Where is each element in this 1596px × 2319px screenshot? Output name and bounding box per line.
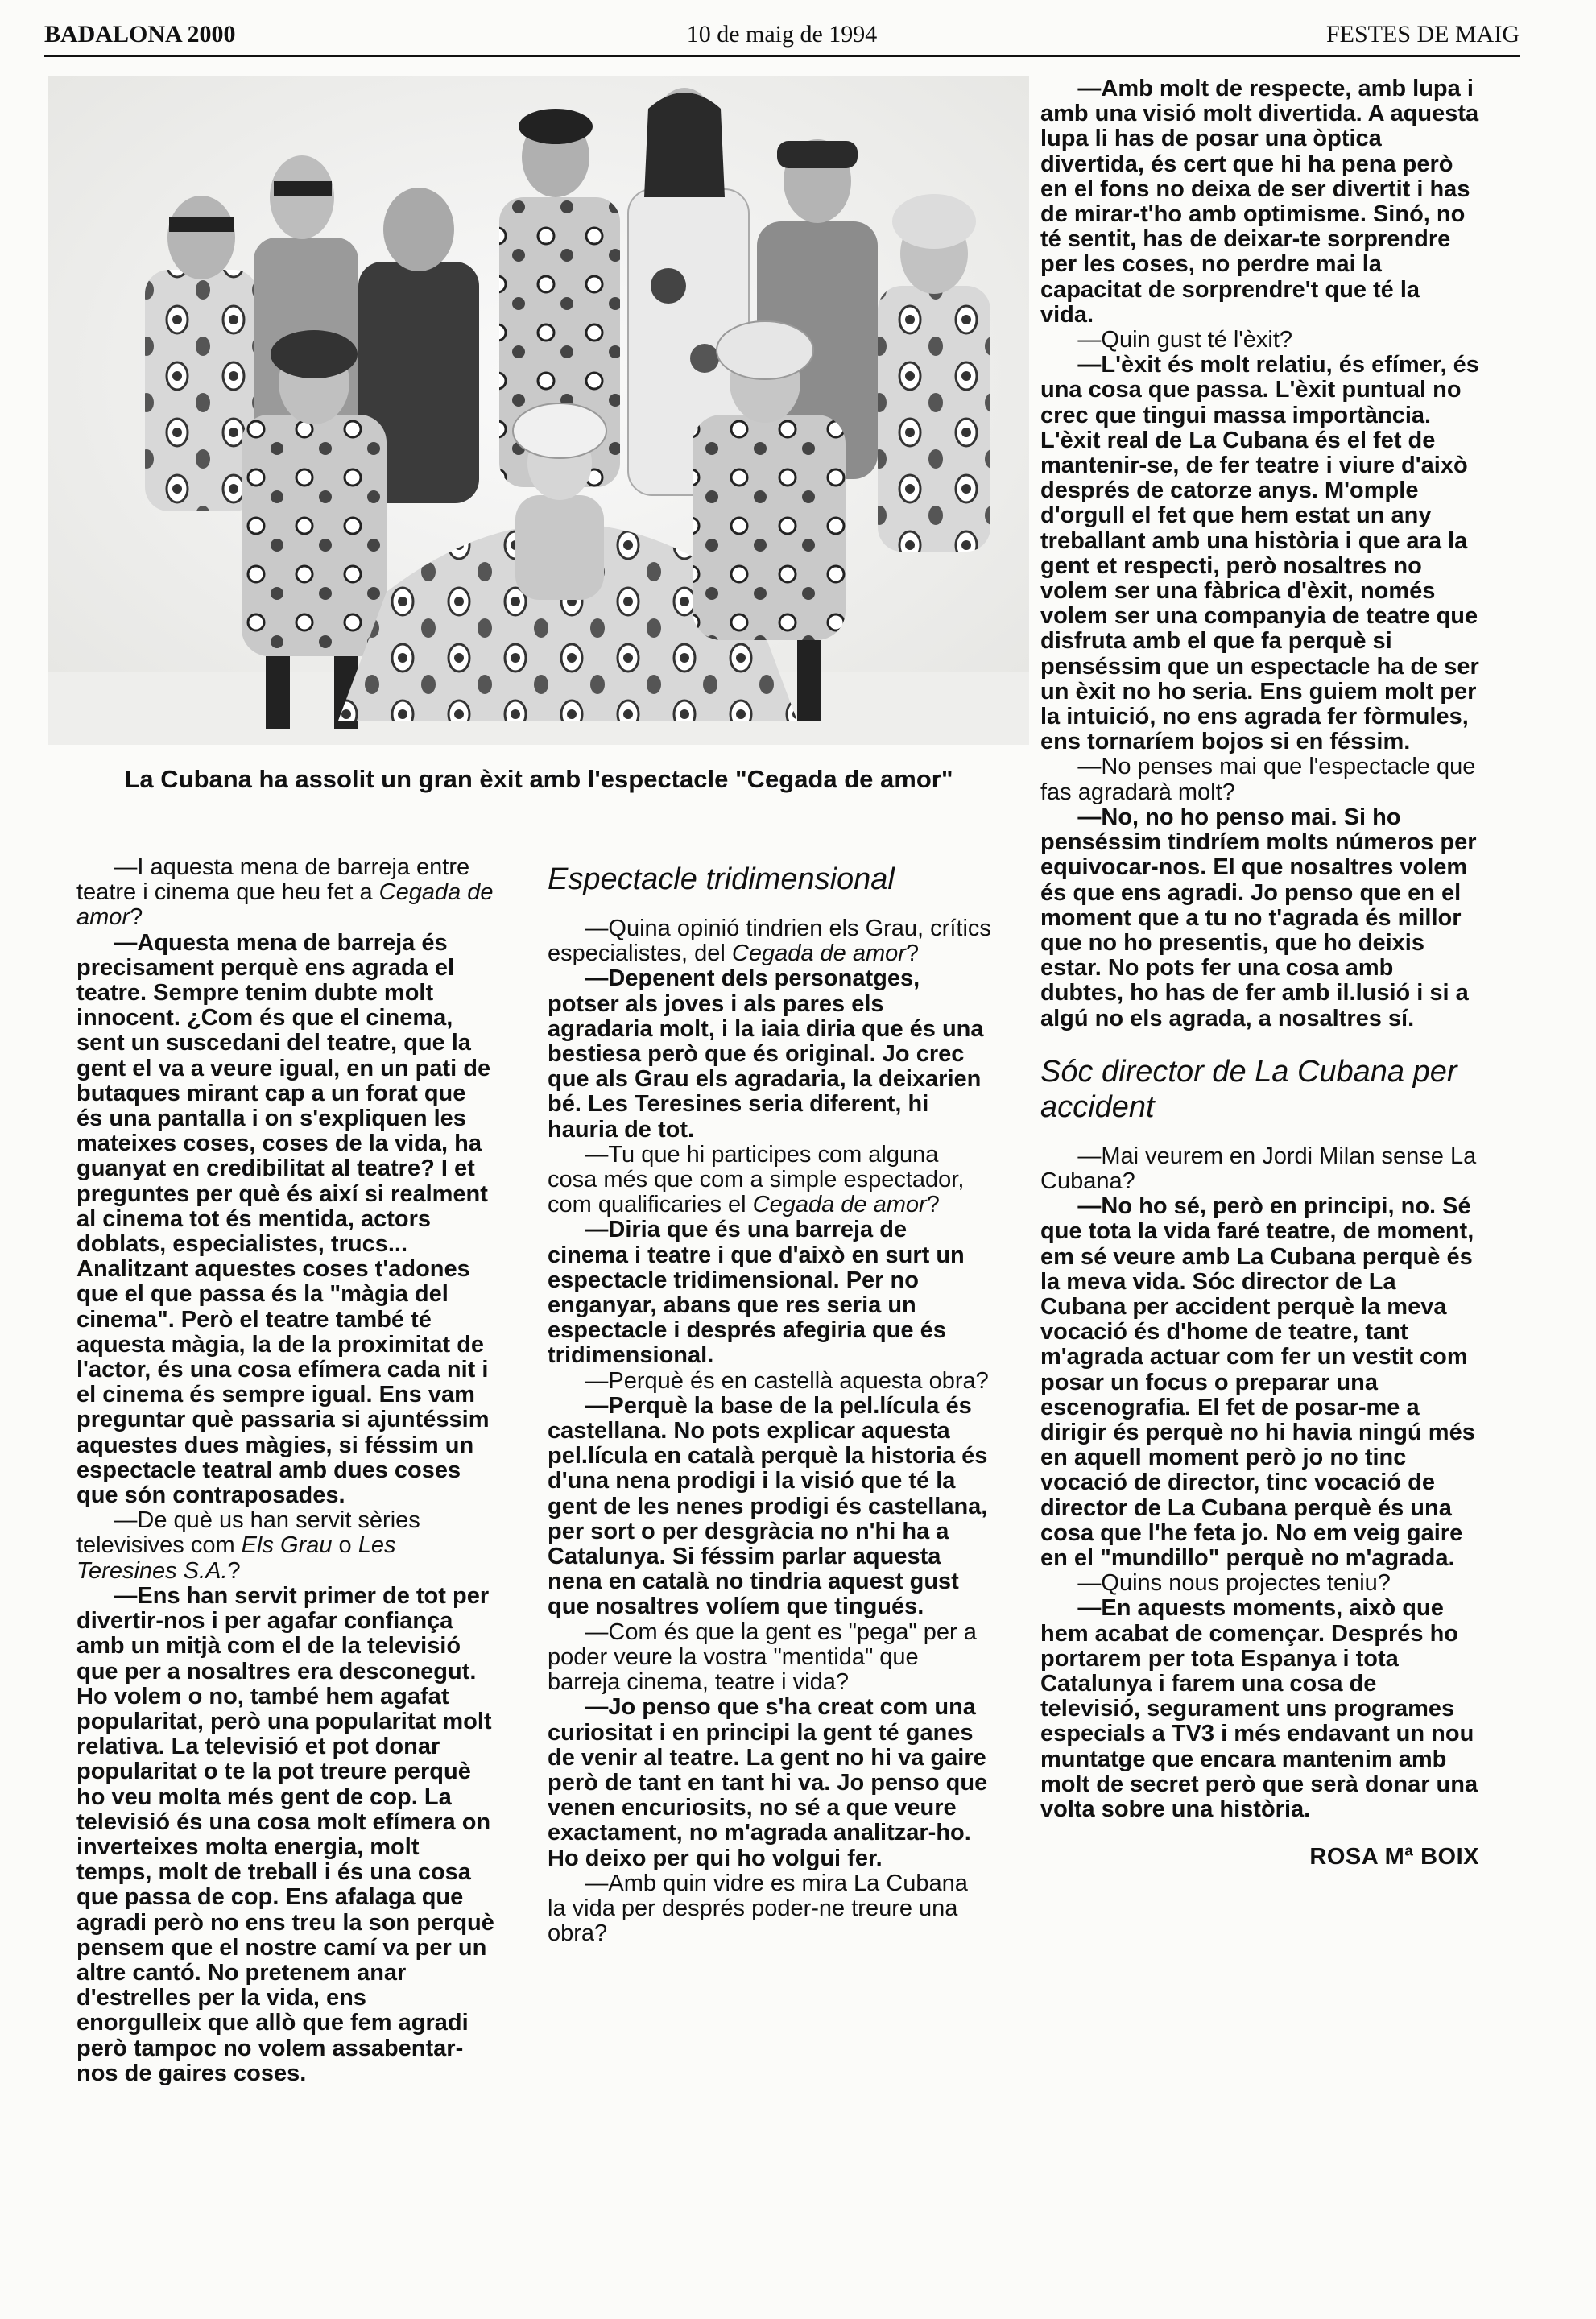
interview-answer xyxy=(76,1584,497,2086)
italic-title: Cegada de amor xyxy=(76,879,494,931)
text-run: —Diria que és una barreja de cinema i teatre i que d'això en surt un espectacle tridimensional. Per no enganyar, abans que res seria un espectacle i després afegiria que és tridimensional. xyxy=(548,1217,965,1369)
section-name: FESTES DE MAIG xyxy=(1325,21,1520,48)
italic-title: Els Grau xyxy=(241,1532,333,1559)
italic-title: Cegada de amor xyxy=(731,940,906,967)
text-run: —Mai veurem en Jordi Milan sense La Cubana? xyxy=(1040,1143,1477,1194)
text-run: —Ens han servit primer de tot per divertir-nos i per agafar confiança amb un mitjà com el de la televisió que per a nosaltres era desconegut. Ho volem o no, també hem agafat popularitat, però una popularitat molt relativa. La televisió et pot donar popularitat o te la pot treure perquè ho veu molta més gent de cop. La televisió és una cosa molt efímera on inverteixes molta energia, molt temps, molt de treball i és una cosa que passa de cop. Ens afalaga que agradi però no ens treu la son perquè pensem que el nostre camí va per un altre cantó. No pretenem anar d'estrelles per la vida, ens enorgulleix que allò que fem agradi però tampoc no volem assabentar-nos de gaires coses. xyxy=(76,1582,494,2086)
cast-photo-image xyxy=(48,76,1029,745)
interview-question xyxy=(548,1369,992,1394)
interview-question xyxy=(76,1508,497,1584)
text-run: —Depenent dels personatges, potser als joves i als pares els agradaria molt, i la iaia diria que és una bestiesa però que és original. Jo crec que als Grau els agradaria, la deixarien bé. Les Teresines seria diferent, hi hauria de tot. xyxy=(548,965,984,1143)
section-subhead: Espectacle tridimensional xyxy=(548,862,895,896)
publication-date: 10 de maig de 1994 xyxy=(686,21,878,48)
column-3-top-body xyxy=(1040,76,1479,1031)
interview-answer xyxy=(76,931,497,1509)
interview-question xyxy=(548,1143,992,1218)
text-run: o xyxy=(332,1532,358,1559)
text-run: —No ho sé, però en principi, no. Sé que tota la vida faré teatre, de moment, em sé veure amb La Cubana perquè és la meva vida. Sóc director de La Cubana per accident perquè la meva vocació és d'home de teatre, tant m'agrada actuar com fer un vestit com posar un focus o preparar una escenografia. El fet de posar-me a dirigir és perquè no hi havia ningú més en aquell moment però jo no tinc vocació de director, tinc vocació de director de La Cubana perquè és una cosa que l'he feta jo. No em veig gaire en el "mundillo" perquè no m'agrada. xyxy=(1040,1193,1475,1571)
interview-question xyxy=(548,1620,992,1696)
text-run: —L'èxit és molt relatiu, és efímer, és una cosa que passa. L'èxit puntual no crec que tingui massa importància. L'èxit real de La Cubana és el fet de mantenir-se, de fer teatre i viure d'això després de catorze anys. M'omple d'orgull el fet que hem estat un any treballant amb una història i que ara la gent et respecti, però nosaltres no volem ser una fàbrica d'èxit, només volem ser una companyia de teatre que disfruta amb el que fa perquè si penséssim que un espectacle ha de ser un èxit no ho seria. Ens guiem molt per la intuició, no ens agrada fer fòrmules, ens tornaríem bojos si en féssim. xyxy=(1040,352,1479,755)
text-run: —Tu que hi participes com alguna cosa més que com a simple espectador, com qualificaries el xyxy=(548,1141,965,1218)
interview-question xyxy=(1040,1571,1479,1596)
text-run: —Aquesta mena de barreja és precisament perquè ens agrada el teatre. Sempre tenim dubte molt innocent. ¿Com és que el cinema, sent un suscedani del teatre, que la gent el va a veure igual, en un pati de butaques mirant cap a un forat que és una pantalla i on s'expliquen les mateixes coses, coses de la vida, ha guanyat en credibilitat al teatre? I et preguntes per què és així si realment al cinema tot és mentida, actors doblats, especialistes, trucs... Analitzant aquestes coses t'adones que el que passa és la "màgia del cinema". Però el teatre també té aquesta màgia, la de la proximitat de l'actor, és una cosa efímera cada nit i el cinema és sempre igual. Ens vam preguntar què passaria si ajuntéssim aquestes dues màgies, si féssim un espectacle teatral amb dues coses que són contraposades. xyxy=(76,929,491,1509)
text-run: —I aquesta mena de barreja entre teatre i cinema que heu fet a xyxy=(76,854,470,906)
column-3 xyxy=(1040,76,1479,1870)
section-subhead: Sóc director de La Cubana per accident xyxy=(1040,1054,1457,1124)
text-run: —No, no ho penso mai. Si ho penséssim tindríem molts números per equivocar-nos. El que nosaltres volem és que ens agradi. Jo penso que en el moment que a tu no t'agrada és millor que no ho presentis, que ho deixis estar. No pots fer una cosa amb dubtes, ho has de fer amb il.lusió i si a algú no els agrada, a nosaltres sí. xyxy=(1040,804,1477,1031)
text-run: —Perquè la base de la pel.lícula és castellana. No pots explicar aquesta pel.lícula en català perquè la historia és d'una nena prodigi i la visió que té la gent de les nenes prodigi és castellana, per sort o per desgràcia no n'hi ha a Catalunya. Si féssim parlar aquesta nena en català no tindria aquest gust que nosaltres volíem que tingués. xyxy=(548,1392,988,1620)
interview-answer xyxy=(1040,76,1479,328)
text-run: —Quina opinió tindrien els Grau, crítics especialistes, del xyxy=(548,916,991,967)
interview-question xyxy=(76,855,497,931)
interview-answer xyxy=(548,966,992,1142)
text-run: —Amb quin vidre es mira La Cubana la vida per després poder-ne treure una obra? xyxy=(548,1870,968,1947)
interview-answer xyxy=(548,1217,992,1368)
text-run: ? xyxy=(926,1192,940,1218)
text-run: —Amb molt de respecte, amb lupa i amb una visió molt divertida. A aquesta lupa li has de posar una òptica divertida, és cert que hi ha pena però en el fons no deixa de ser divertit i has de mirar-t'ho amb optimisme. Sinó, no té sentit, has de deixar-te sorprendre per les coses, no perdre mai la capacitat de sorprendre't que té la vida. xyxy=(1040,76,1479,328)
publication-name: BADALONA 2000 xyxy=(44,21,236,48)
interview-answer xyxy=(548,1394,992,1620)
column-2 xyxy=(548,862,992,1946)
text-run: ? xyxy=(227,1557,241,1584)
interview-question xyxy=(1040,1144,1479,1194)
column-3-bottom-body xyxy=(1040,1144,1479,1822)
text-run: —Quins nous projectes teniu? xyxy=(1077,1570,1391,1597)
interview-question xyxy=(548,916,992,966)
interview-answer xyxy=(1040,1596,1479,1822)
text-run: ? xyxy=(905,940,920,967)
interview-answer xyxy=(1040,805,1479,1031)
italic-title: Cegada de amor xyxy=(752,1192,927,1218)
cast-photo xyxy=(48,76,1029,745)
text-run: —Jo penso que s'ha creat com una curiositat i en principi la gent té ganes de venir al teatre. La gent no hi va gaire però de tant en tant hi va. Jo penso que venen encuriosits, no sé a que veure exactament, no m'agrada analitzar-ho. Ho deixo per qui ho volgui fer. xyxy=(548,1694,988,1871)
interview-question xyxy=(1040,328,1479,353)
interview-question xyxy=(548,1871,992,1947)
text-run: —En aquests moments, això que hem acabat de començar. Després ho portarem per tota Espanya i tota Catalunya i farem una cosa de televisió, segurament uns programes especials a TV3 i més endavant un nou muntatge que encara mantenim amb molt de secret però que serà donar una volta sobre una història. xyxy=(1040,1595,1478,1822)
interview-question xyxy=(1040,754,1479,804)
text-run: —Com és que la gent es "pega" per a poder veure la vostra "mentida" que barreja cinema, teatre i vida? xyxy=(548,1618,977,1696)
column-2-body xyxy=(548,916,992,1946)
text-run: —De què us han servit sèries televisives com xyxy=(76,1507,420,1559)
italic-title: Les Teresines S.A. xyxy=(76,1532,396,1584)
text-run: ? xyxy=(130,904,143,931)
page-header xyxy=(44,14,1520,57)
interview-answer xyxy=(1040,1194,1479,1571)
column-1 xyxy=(76,855,497,2086)
photo-caption: La Cubana ha assolit un gran èxit amb l'espectacle "Cegada de amor" xyxy=(124,765,953,793)
text-run: —Quin gust té l'èxit? xyxy=(1077,327,1293,353)
interview-answer xyxy=(548,1695,992,1870)
interview-answer xyxy=(1040,353,1479,754)
text-run: —No penses mai que l'espectacle que fas agradarà molt? xyxy=(1040,754,1476,805)
author-signature: ROSA Mª BOIX xyxy=(1309,1844,1479,1870)
text-run: —Perquè és en castellà aquesta obra? xyxy=(585,1367,989,1394)
